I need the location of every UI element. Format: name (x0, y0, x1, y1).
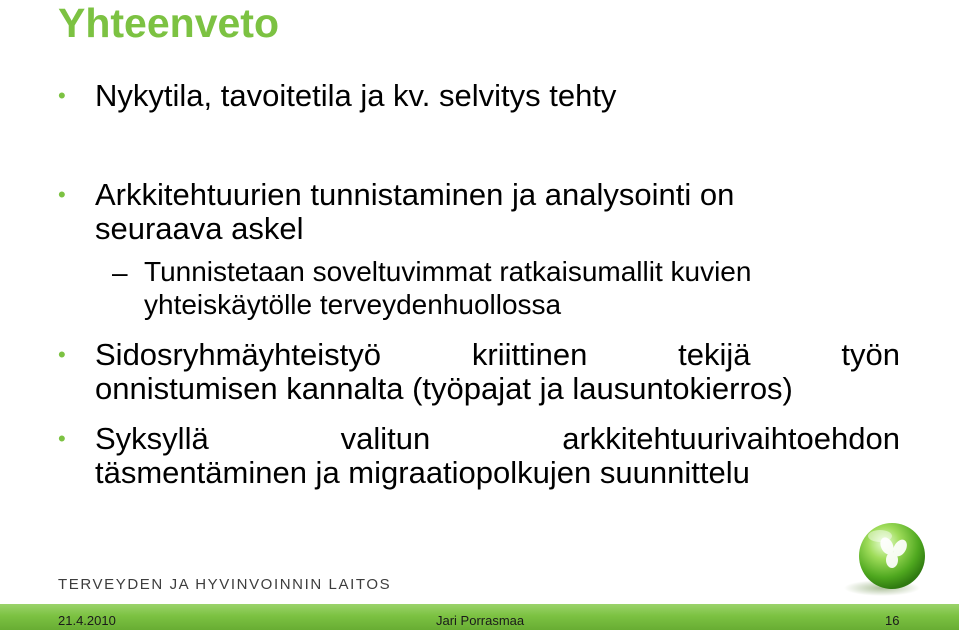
bullet-marker: • (58, 426, 66, 451)
bullet-3-line-1: Sidosryhmäyhteistyö kriittinen tekijä työn (95, 337, 900, 372)
bullet-4-line-1: Syksyllä valitun arkkitehtuurivaihtoehdon (95, 421, 900, 456)
bullet-4-line-2: täsmentäminen ja migraatiopolkujen suunnittelu (95, 455, 750, 490)
slide-title: Yhteenveto (58, 0, 279, 46)
sub-bullet-line-1: Tunnistetaan soveltuvimmat ratkaisumallit kuvien (144, 256, 752, 287)
sub-bullet-dash: – (112, 257, 128, 288)
bullet-2-line-2: seuraava askel (95, 211, 304, 246)
green-sphere-logo-icon (832, 518, 932, 598)
footer-author: Jari Porrasmaa (436, 613, 525, 628)
bullet-marker: • (58, 182, 66, 207)
footer-date: 21.4.2010 (58, 613, 116, 628)
sub-bullet-line-2: yhteiskäytölle terveydenhuollossa (144, 289, 562, 320)
bullet-marker: • (58, 83, 66, 108)
bullet-3-line-2: onnistumisen kannalta (työpajat ja lausuntokierros) (95, 371, 793, 406)
bullet-marker: • (58, 342, 66, 367)
bullet-1-line-1: Nykytila, tavoitetila ja kv. selvitys tehty (95, 78, 617, 113)
bullet-2-line-1: Arkkitehtuurien tunnistaminen ja analysointi on (95, 177, 735, 212)
footer-page-number: 16 (885, 613, 900, 628)
footer-bar (0, 604, 959, 630)
organization-name: TERVEYDEN JA HYVINVOINNIN LAITOS (58, 576, 392, 593)
